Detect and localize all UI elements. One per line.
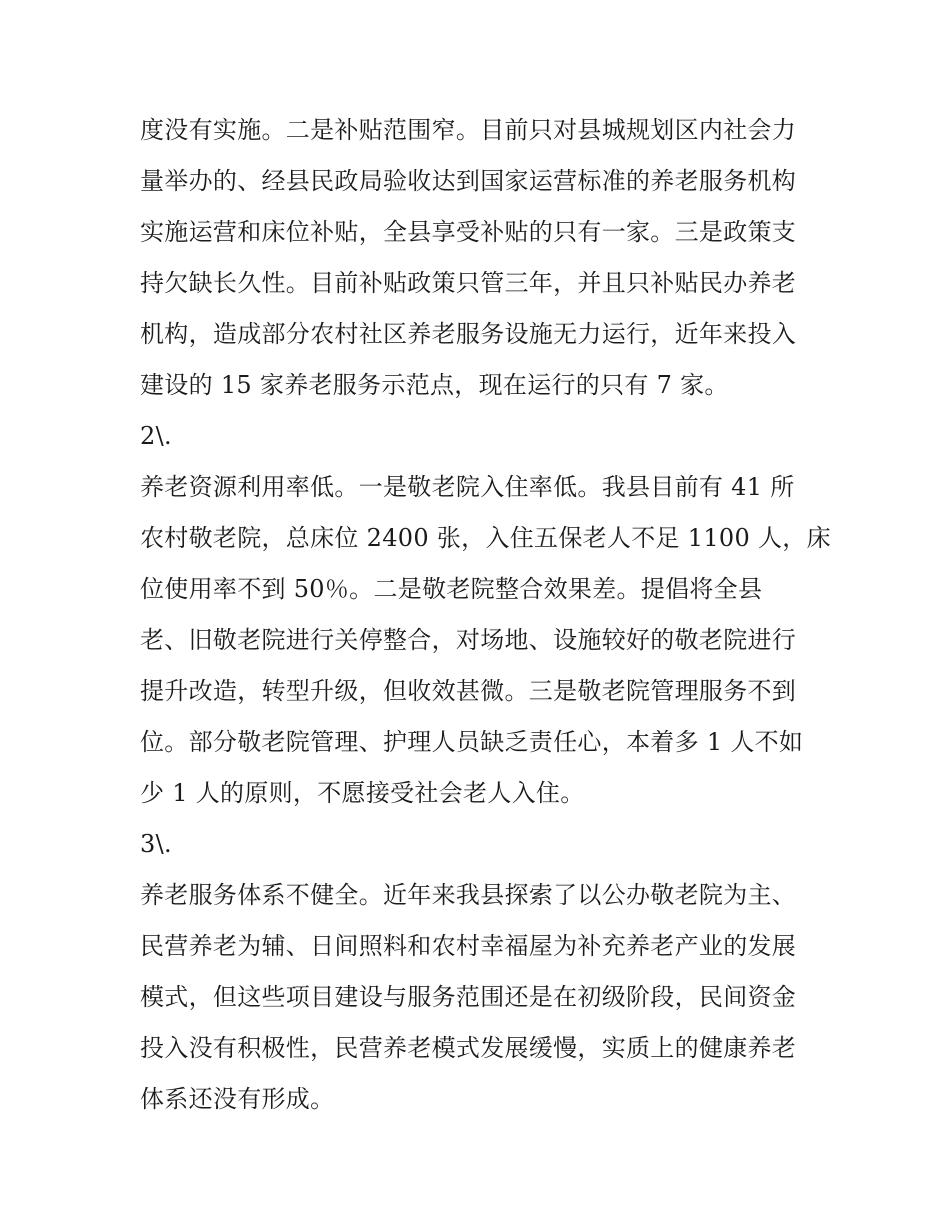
text-line: 投入没有积极性，民营养老模式发展缓慢，实质上的健康养老 <box>140 1034 797 1062</box>
text-line: 持欠缺长久性。目前补贴政策只管三年，并且只补贴民办养老 <box>140 269 797 297</box>
text-line: 模式，但这些项目建设与服务范围还是在初级阶段，民间资金 <box>140 983 797 1011</box>
text-line: 少 1 人的原则，不愿接受社会老人入住。 <box>140 779 585 807</box>
text-line: 老、旧敬老院进行关停整合，对场地、设施较好的敬老院进行 <box>140 626 797 654</box>
document-body <box>140 105 831 1125</box>
text-line: 位。部分敬老院管理、护理人员缺乏责任心，本着多 1 人不如 <box>140 728 804 756</box>
text-line: 建设的 15 家养老服务示范点，现在运行的只有 7 家。 <box>140 371 729 399</box>
text-line: 位使用率不到 50％。二是敬老院整合效果差。提倡将全县 <box>140 575 763 603</box>
text-line: 实施运营和床位补贴，全县享受补贴的只有一家。三是政策支 <box>140 218 797 246</box>
section-number: 3\. <box>140 830 172 858</box>
text-line: 机构，造成部分农村社区养老服务设施无力运行，近年来投入 <box>140 320 797 348</box>
text-line: 养老服务体系不健全。近年来我县探索了以公办敬老院为主、 <box>140 881 797 909</box>
text-line: 民营养老为辅、日间照料和农村幸福屋为补充养老产业的发展 <box>140 932 797 960</box>
text-line: 农村敬老院，总床位 2400 张，入住五保老人不足 1100 人，床 <box>140 524 831 552</box>
text-line: 养老资源利用率低。一是敬老院入住率低。我县目前有 41 所 <box>140 473 795 501</box>
text-line: 度没有实施。二是补贴范围窄。目前只对县城规划区内社会力 <box>140 116 797 144</box>
text-line: 提升改造，转型升级，但收效甚微。三是敬老院管理服务不到 <box>140 677 797 705</box>
text-line: 量举办的、经县民政局验收达到国家运营标准的养老服务机构 <box>140 167 797 195</box>
text-line: 体系还没有形成。 <box>140 1085 335 1113</box>
section-number: 2\. <box>140 422 172 450</box>
